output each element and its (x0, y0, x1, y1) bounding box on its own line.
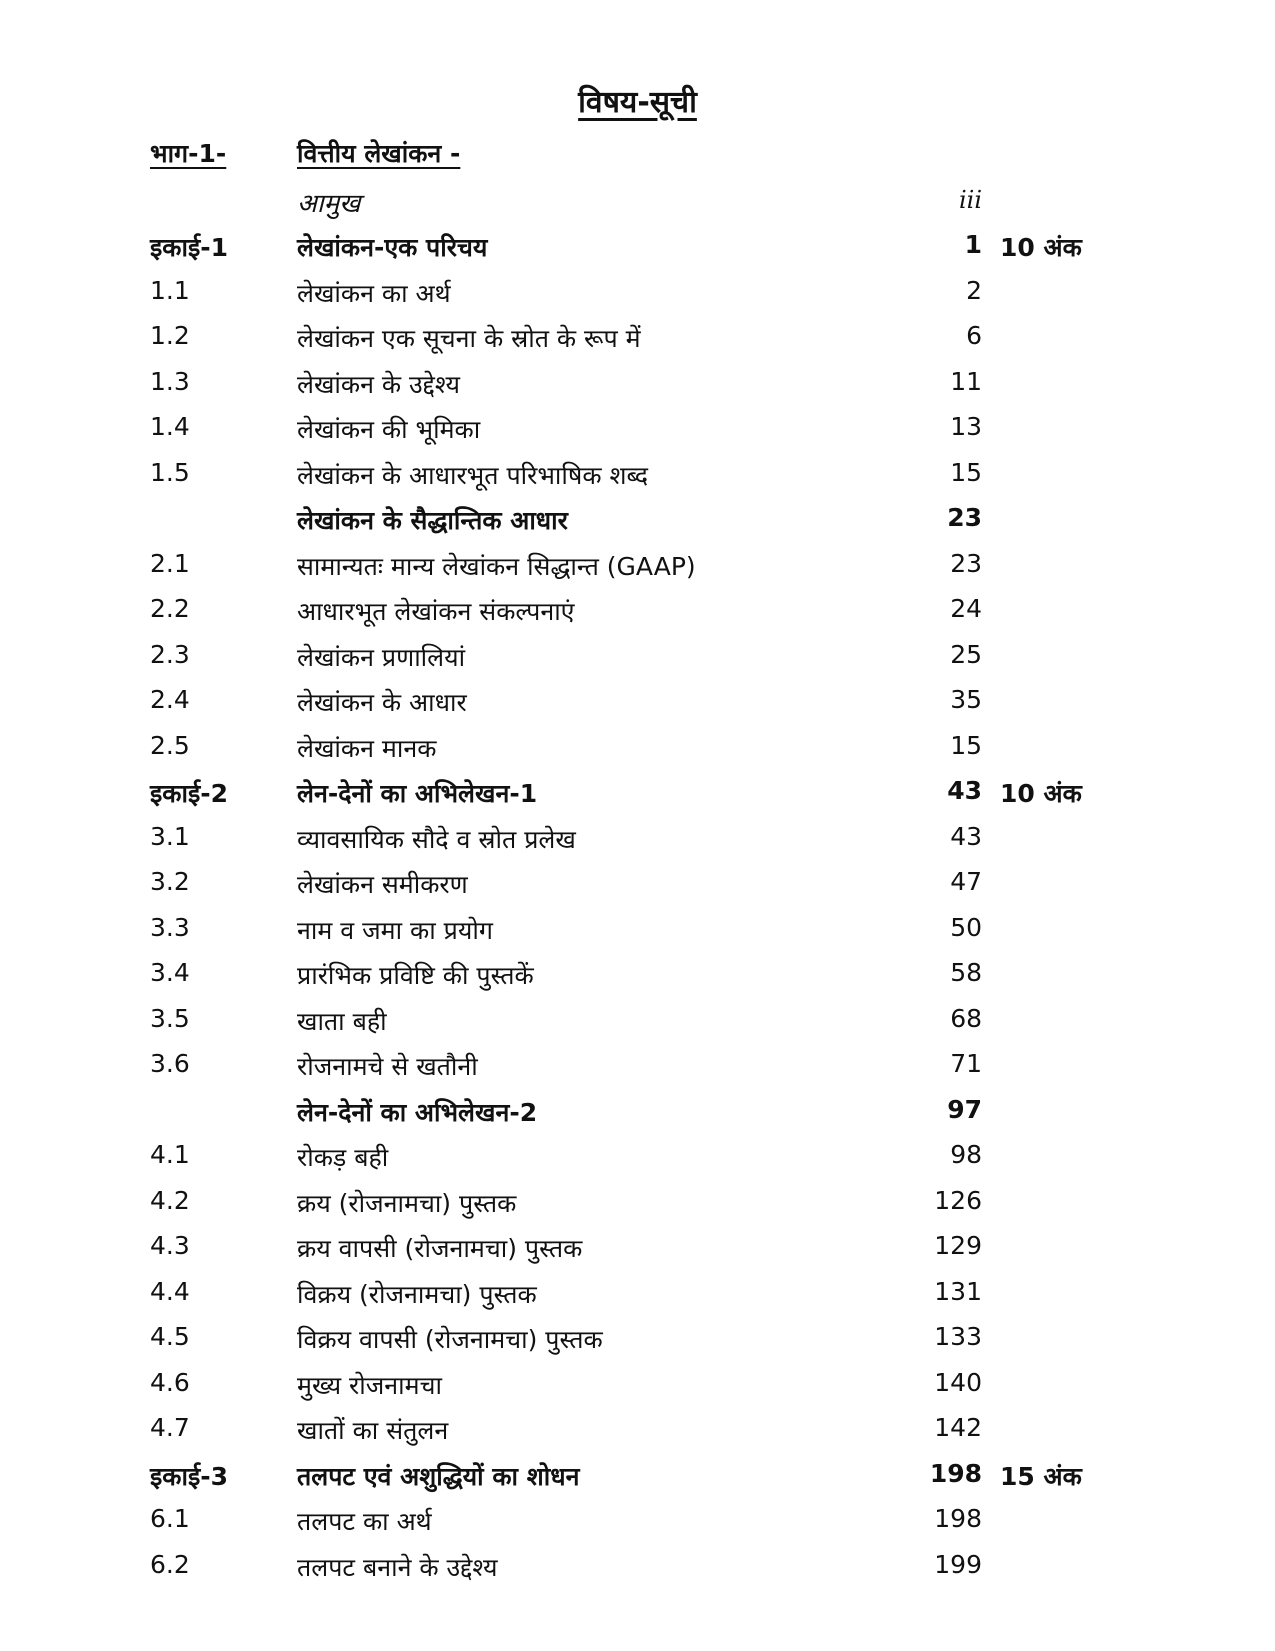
entry-page-number: 131 (934, 1276, 982, 1306)
entry-title: लेखांकन का अर्थ (297, 278, 451, 308)
toc-row (0, 1550, 1275, 1596)
entry-page-number: 68 (950, 1003, 982, 1033)
entry-page-number: 97 (947, 1094, 982, 1124)
table-of-contents (0, 230, 1275, 1595)
toc-section-row (0, 230, 1275, 276)
entry-number: 2.4 (150, 685, 190, 714)
entry-page-number: 43 (950, 821, 982, 851)
entry-page-number: 198 (934, 1504, 982, 1533)
toc-section-row (0, 776, 1275, 822)
entry-title: मुख्य रोजनामचा (297, 1370, 442, 1400)
entry-title: खातों का संतुलन (297, 1416, 449, 1445)
entry-number: 1.2 (150, 321, 190, 350)
toc-row (0, 1504, 1275, 1550)
toc-section-row (0, 503, 1275, 549)
entry-number: इकाई-2 (150, 779, 228, 808)
entry-number: 2.5 (150, 730, 190, 760)
entry-title: तलपट एवं अशुद्धियों का शोधन (297, 1461, 580, 1491)
entry-page-number: 15 (950, 730, 982, 760)
entry-page-number: 43 (947, 776, 982, 805)
entry-title: व्यावसायिक सौदे व स्रोत प्रलेख (297, 824, 576, 854)
toc-row (0, 958, 1275, 1004)
part-heading (0, 136, 1275, 176)
entry-page-number: 25 (950, 639, 982, 669)
entry-number: 2.3 (150, 639, 190, 669)
part-title: वित्तीय लेखांकन - (297, 139, 461, 168)
toc-row (0, 458, 1275, 504)
entry-title: लेन-देनों का अभिलेखन-1 (297, 779, 538, 808)
entry-title: लेखांकन-एक परिचय (297, 233, 488, 262)
entry-page-number: 71 (950, 1049, 982, 1078)
toc-row (0, 594, 1275, 640)
entry-title: तलपट का अर्थ (297, 1507, 432, 1536)
entry-title: लेखांकन के आधारभूत परिभाषिक शब्द (297, 460, 649, 490)
toc-row (0, 1231, 1275, 1277)
entry-marks: 15 अंक (1000, 1461, 1082, 1491)
entry-title: लेखांकन के आधार (297, 688, 467, 717)
entry-marks: 10 अंक (1000, 233, 1082, 262)
entry-page-number: 2 (966, 275, 982, 305)
toc-row (0, 1049, 1275, 1095)
entry-title: क्रय वापसी (रोजनामचा) पुस्तक (297, 1234, 583, 1263)
entry-title: लेखांकन समीकरण (297, 870, 468, 899)
toc-row (0, 1140, 1275, 1186)
entry-page-number: 198 (929, 1458, 982, 1488)
entry-number: 4.6 (150, 1367, 190, 1397)
preface-page-number: iii (958, 186, 982, 214)
entry-number: 3.4 (150, 958, 190, 987)
entry-page-number: 6 (966, 321, 982, 350)
page-title (0, 80, 1275, 121)
entry-title: आधारभूत लेखांकन संकल्पनाएं (297, 597, 575, 626)
preface-title: आमुख (297, 189, 361, 219)
toc-row (0, 1368, 1275, 1414)
entry-page-number: 199 (934, 1549, 982, 1579)
toc-row (0, 412, 1275, 458)
entry-number: 4.5 (150, 1322, 190, 1351)
toc-row (0, 822, 1275, 868)
entry-title: रोकड़ बही (297, 1143, 389, 1172)
entry-number: 1.5 (150, 457, 190, 487)
toc-row (0, 685, 1275, 731)
entry-page-number: 23 (947, 503, 982, 532)
entry-page-number: 98 (950, 1140, 982, 1169)
toc-row (0, 867, 1275, 913)
entry-number: 1.1 (150, 275, 190, 305)
entry-page-number: 129 (934, 1231, 982, 1260)
entry-title: प्रारंभिक प्रविष्टि की पुस्तकें (297, 961, 534, 990)
entry-number: इकाई-1 (150, 233, 228, 262)
entry-number: 3.1 (150, 821, 190, 851)
entry-number: 4.1 (150, 1140, 190, 1169)
entry-page-number: 15 (950, 457, 982, 487)
entry-page-number: 13 (950, 412, 982, 441)
toc-row (0, 1413, 1275, 1459)
entry-number: 3.3 (150, 912, 190, 942)
entry-number: 1.3 (150, 366, 190, 396)
entry-title: रोजनामचे से खतौनी (297, 1052, 478, 1081)
toc-row (0, 1322, 1275, 1368)
toc-section-row (0, 1459, 1275, 1505)
toc-row (0, 321, 1275, 367)
entry-number: 4.7 (150, 1413, 190, 1442)
entry-page-number: 50 (950, 912, 982, 942)
entry-number: 2.1 (150, 548, 190, 578)
entry-page-number: 140 (934, 1367, 982, 1397)
entry-number: 3.6 (150, 1049, 190, 1078)
toc-row (0, 549, 1275, 595)
part-label: भाग-1- (150, 139, 227, 168)
entry-number: 4.3 (150, 1231, 190, 1260)
toc-row (0, 731, 1275, 777)
entry-number: 6.1 (150, 1504, 190, 1533)
entry-number: 4.2 (150, 1185, 190, 1215)
toc-row (0, 1004, 1275, 1050)
entry-title: लेन-देनों का अभिलेखन-2 (297, 1097, 538, 1127)
toc-row (0, 640, 1275, 686)
entry-title: लेखांकन प्रणालियां (297, 642, 466, 672)
entry-title: नाम व जमा का प्रयोग (297, 915, 493, 945)
entry-title: विक्रय वापसी (रोजनामचा) पुस्तक (297, 1325, 603, 1354)
entry-title: लेखांकन एक सूचना के स्रोत के रूप में (297, 324, 641, 353)
entry-number: 4.4 (150, 1276, 190, 1306)
entry-title: तलपट बनाने के उद्देश्य (297, 1552, 498, 1582)
entry-page-number: 24 (950, 594, 982, 623)
entry-number: इकाई-3 (150, 1461, 228, 1491)
entry-number: 3.2 (150, 867, 190, 896)
entry-page-number: 23 (950, 548, 982, 578)
entry-title: खाता बही (297, 1006, 387, 1036)
entry-title: लेखांकन की भूमिका (297, 415, 481, 444)
entry-title: लेखांकन के सैद्धान्तिक आधार (297, 506, 568, 535)
entry-number: 3.5 (150, 1003, 190, 1033)
page-title-text: विषय-सूची (578, 85, 697, 120)
entry-marks: 10 अंक (1000, 779, 1082, 808)
entry-page-number: 35 (950, 685, 982, 714)
entry-title: विक्रय (रोजनामचा) पुस्तक (297, 1279, 537, 1309)
entry-page-number: 58 (950, 958, 982, 987)
entry-page-number: 142 (934, 1413, 982, 1442)
entry-title: क्रय (रोजनामचा) पुस्तक (297, 1188, 517, 1218)
entry-page-number: 1 (964, 230, 982, 259)
entry-title: सामान्यतः मान्य लेखांकन सिद्धान्त (GAAP) (297, 551, 696, 581)
entry-page-number: 133 (934, 1322, 982, 1351)
entry-title: लेखांकन के उद्देश्य (297, 369, 460, 399)
toc-row (0, 1186, 1275, 1232)
toc-row (0, 276, 1275, 322)
entry-number: 6.2 (150, 1549, 190, 1579)
entry-number: 1.4 (150, 412, 190, 441)
entry-page-number: 126 (934, 1185, 982, 1215)
toc-row (0, 913, 1275, 959)
preface-row (0, 184, 1275, 224)
toc-section-row (0, 1095, 1275, 1141)
entry-page-number: 47 (950, 867, 982, 896)
toc-row (0, 1277, 1275, 1323)
entry-title: लेखांकन मानक (297, 733, 437, 763)
toc-row (0, 367, 1275, 413)
entry-page-number: 11 (950, 366, 982, 396)
entry-number: 2.2 (150, 594, 190, 623)
